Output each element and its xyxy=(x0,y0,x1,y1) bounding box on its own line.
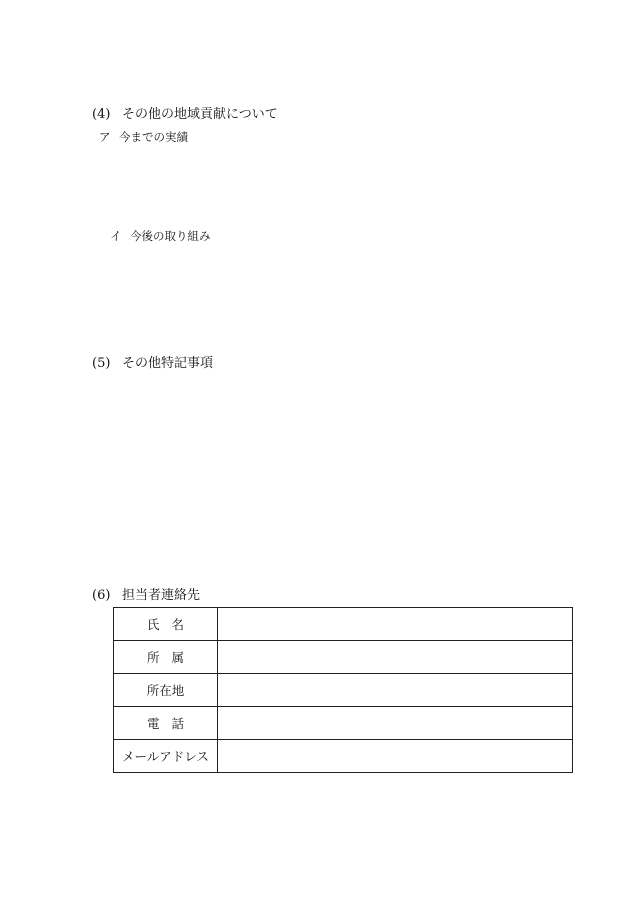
subsection-title: 今後の取り組み xyxy=(130,229,211,243)
section-4-heading xyxy=(92,103,278,122)
subsection-title: 今までの実績 xyxy=(119,130,188,144)
table-row xyxy=(114,608,573,641)
email-label: メールアドレス xyxy=(114,740,218,773)
section-number: (6) xyxy=(92,588,111,603)
name-label: 氏名 xyxy=(114,608,218,641)
subsection-b-heading xyxy=(110,228,211,244)
address-value-cell[interactable] xyxy=(218,674,573,707)
section-title: その他の地域貢献について xyxy=(122,107,278,122)
section-title: 担当者連絡先 xyxy=(122,588,201,603)
section-6-heading xyxy=(92,584,200,603)
affiliation-label: 所属 xyxy=(114,641,218,674)
affiliation-value-cell[interactable] xyxy=(218,641,573,674)
phone-value-cell[interactable] xyxy=(218,707,573,740)
section-number: (5) xyxy=(92,356,111,371)
section-5-heading xyxy=(92,352,213,371)
subsection-mark: イ xyxy=(110,229,122,243)
subsection-mark: ア xyxy=(99,130,111,144)
section-number: (4) xyxy=(92,107,111,122)
section-title: その他特記事項 xyxy=(122,356,214,371)
email-value-cell[interactable] xyxy=(218,740,573,773)
name-value-cell[interactable] xyxy=(218,608,573,641)
table-row xyxy=(114,674,573,707)
subsection-a-heading xyxy=(99,129,188,145)
table-row xyxy=(114,707,573,740)
address-label: 所在地 xyxy=(114,674,218,707)
table-row xyxy=(114,740,573,773)
table-row xyxy=(114,641,573,674)
contact-table xyxy=(113,607,573,773)
phone-label: 電話 xyxy=(114,707,218,740)
